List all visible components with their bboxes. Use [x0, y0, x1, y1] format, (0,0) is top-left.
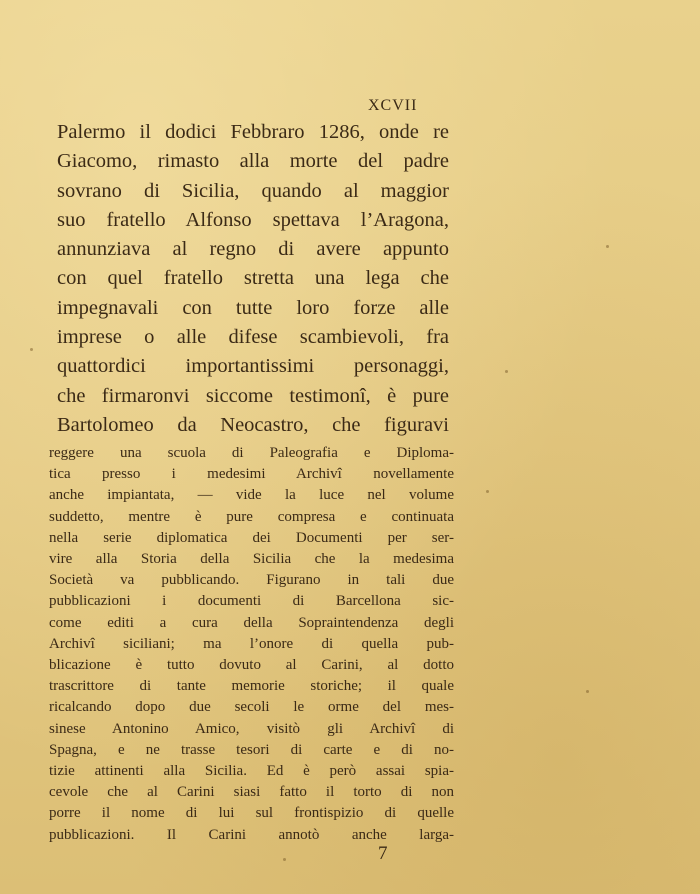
footnote-line: Società va pubblicando. Figurano in tali due: [49, 572, 454, 589]
footnote-line: pubblicazioni. Il Carini annotò anche larga-: [49, 826, 454, 843]
main-text-line: sovrano di Sicilia, quando al maggior: [57, 179, 449, 202]
main-text-line: Giacomo, rimasto alla morte del padre: [57, 150, 449, 173]
main-text-line: Palermo il dodici Febbraro 1286, onde re: [57, 121, 449, 143]
paper-speck: [30, 348, 33, 351]
footnote-line: blicazione è tutto dovuto al Carini, al dotto: [49, 657, 454, 674]
main-text-line: con quel fratello stretta una lega che: [57, 267, 449, 290]
main-text-line: suo fratello Alfonso spettava l’Aragona,: [57, 208, 449, 231]
footnote-line: come editi a cura della Sopraintendenza degli: [49, 614, 454, 631]
main-text-line: impegnavali con tutte loro forze alle: [57, 296, 449, 319]
footnote-line: porre il nome di lui sul frontispizio di quelle: [49, 805, 454, 822]
main-text-line: quattordici importantissimi personaggi,: [57, 355, 449, 378]
footnote-line: Archivî siciliani; ma l’onore di quella pub-: [49, 635, 454, 652]
footnote-line: sinese Antonino Amico, visitò gli Archivî di: [49, 720, 454, 737]
footnote-line: trascrittore di tante memorie storiche; il quale: [49, 678, 454, 695]
footnote-line: nella serie diplomatica dei Documenti per ser-: [49, 529, 454, 546]
footnote-line: cevole che al Carini siasi fatto il torto di non: [49, 784, 454, 801]
footnote-line: suddetto, mentre è pure compresa e continuata: [49, 508, 454, 525]
footnote-line: anche impiantata, — vide la luce nel volume: [49, 487, 454, 504]
page-number: 7: [378, 843, 388, 864]
page-header-roman-numeral: XCVII: [368, 97, 418, 114]
footnote-line: vire alla Storia della Sicilia che la medesima: [49, 551, 454, 568]
footnote-line: reggere una scuola di Paleografia e Diploma-: [49, 445, 454, 461]
main-text-line: annunziava al regno di avere appunto: [57, 238, 449, 261]
paper-speck: [606, 245, 609, 248]
main-text-line: imprese o alle difese scambievoli, fra: [57, 326, 449, 349]
paper-speck: [505, 370, 508, 373]
paper-speck: [586, 690, 589, 693]
footnote-line: pubblicazioni i documenti di Barcellona sic-: [49, 593, 454, 610]
footnote-line: Spagna, e ne trasse tesori di carte e di no-: [49, 741, 454, 758]
footnote-line: tica presso i medesimi Archivî novellamente: [49, 466, 454, 483]
main-text-line: che firmaronvi siccome testimonî, è pure: [57, 384, 449, 407]
footnote-line: ricalcando dopo due secoli le orme del mes-: [49, 699, 454, 716]
paper-speck: [283, 858, 286, 861]
paper-speck: [486, 490, 489, 493]
footnote-line: tizie attinenti alla Sicilia. Ed è però assai spia-: [49, 763, 454, 780]
main-text-block: [57, 118, 449, 440]
footnote-block: [49, 443, 454, 846]
main-text-line: Bartolomeo da Neocastro, che figuravi: [57, 413, 449, 436]
